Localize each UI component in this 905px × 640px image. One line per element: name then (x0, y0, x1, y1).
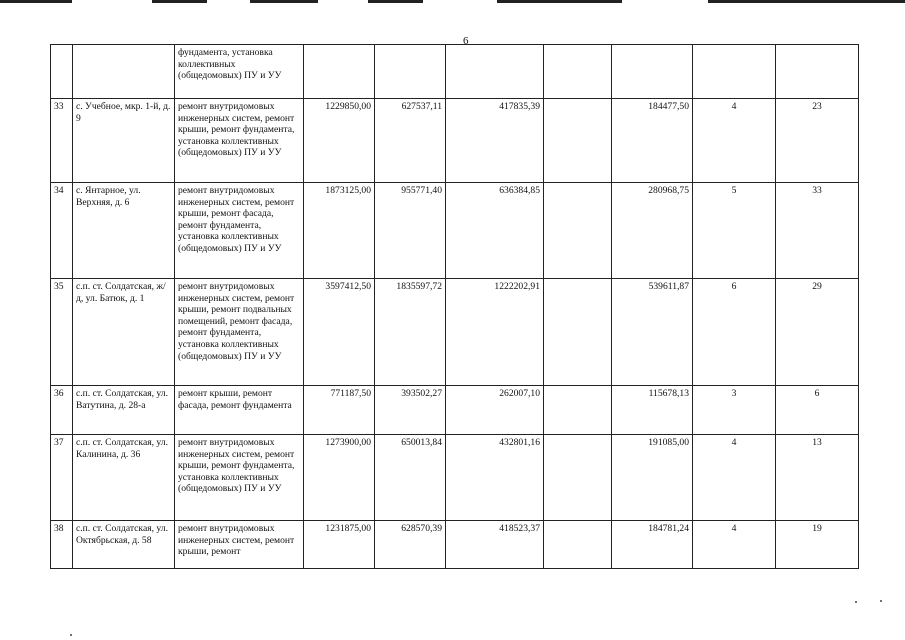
cell-total (304, 45, 375, 99)
cell-works: ремонт внутридомовых инженерных систем, ремонт крыши, ремонт фундамента, установка коллективных (общедомовых) ПУ и УУ (175, 99, 304, 183)
cell-col7: 115678,13 (612, 386, 693, 435)
cell-col9 (776, 45, 859, 99)
cell-no: 36 (51, 386, 73, 435)
cell-address: с.п. ст. Солдатская, ул. Ватутина, д. 28-а (73, 386, 175, 435)
cell-address (73, 45, 175, 99)
cell-works: ремонт внутридомовых инженерных систем, ремонт крыши, ремонт фасада, ремонт фундамента, установка коллективных (общедомовых) ПУ и УУ (175, 183, 304, 279)
repair-program-table (50, 44, 859, 569)
cell-address: с. Янтарное, ул. Верхняя, д. 6 (73, 183, 175, 279)
cell-col8 (693, 45, 776, 99)
cell-col9: 33 (776, 183, 859, 279)
cell-col6 (544, 279, 612, 386)
cell-no: 37 (51, 435, 73, 521)
scan-speck (855, 601, 857, 603)
cell-no: 33 (51, 99, 73, 183)
cell-col8: 4 (693, 99, 776, 183)
cell-works: ремонт внутридомовых инженерных систем, ремонт крыши, ремонт (175, 521, 304, 569)
cell-col4 (375, 45, 446, 99)
cell-no: 35 (51, 279, 73, 386)
cell-address: с. Учебное, мкр. 1-й, д. 9 (73, 99, 175, 183)
cell-col4: 628570,39 (375, 521, 446, 569)
cell-col5: 417835,39 (446, 99, 544, 183)
cell-col5: 636384,85 (446, 183, 544, 279)
cell-works: фундамента, установка коллективных (общедомовых) ПУ и УУ (175, 45, 304, 99)
cell-col8: 6 (693, 279, 776, 386)
cell-col9: 6 (776, 386, 859, 435)
cell-address: с.п. ст. Солдатская, ул. Калинина, д. 36 (73, 435, 175, 521)
cell-col9: 23 (776, 99, 859, 183)
cell-col4: 393502,27 (375, 386, 446, 435)
cell-col6 (544, 435, 612, 521)
cell-col7: 184477,50 (612, 99, 693, 183)
cell-col5: 262007,10 (446, 386, 544, 435)
cell-col9: 13 (776, 435, 859, 521)
cell-col7: 539611,87 (612, 279, 693, 386)
cell-total: 3597412,50 (304, 279, 375, 386)
top-rule-fragment (497, 0, 622, 3)
top-rule-fragment (708, 0, 905, 3)
cell-col8: 4 (693, 435, 776, 521)
scan-speck (880, 600, 882, 602)
cell-total: 771187,50 (304, 386, 375, 435)
table-row (51, 279, 859, 386)
table-row (51, 386, 859, 435)
cell-total: 1229850,00 (304, 99, 375, 183)
table-row (51, 435, 859, 521)
cell-col6 (544, 45, 612, 99)
cell-col6 (544, 521, 612, 569)
cell-col6 (544, 386, 612, 435)
cell-col7: 191085,00 (612, 435, 693, 521)
table-row (51, 99, 859, 183)
top-rule-fragment (250, 0, 318, 3)
cell-no (51, 45, 73, 99)
cell-col9: 29 (776, 279, 859, 386)
table-row (51, 183, 859, 279)
cell-col4: 955771,40 (375, 183, 446, 279)
cell-total: 1273900,00 (304, 435, 375, 521)
cell-address: с.п. ст. Солдатская, ул. Октябрьская, д. 58 (73, 521, 175, 569)
top-rule-fragment (368, 0, 423, 3)
cell-col5: 1222202,91 (446, 279, 544, 386)
cell-col7: 280968,75 (612, 183, 693, 279)
cell-col7: 184781,24 (612, 521, 693, 569)
page-number: 6 (463, 35, 469, 47)
cell-total: 1231875,00 (304, 521, 375, 569)
cell-col5: 418523,37 (446, 521, 544, 569)
cell-col8: 3 (693, 386, 776, 435)
cell-no: 38 (51, 521, 73, 569)
cell-col5: 432801,16 (446, 435, 544, 521)
cell-no: 34 (51, 183, 73, 279)
cell-col4: 627537,11 (375, 99, 446, 183)
top-rule-fragment (152, 0, 207, 3)
cell-works: ремонт внутридомовых инженерных систем, ремонт крыши, ремонт фундамента, установка коллективных (общедомовых) ПУ и УУ (175, 435, 304, 521)
cell-col8: 5 (693, 183, 776, 279)
cell-col9: 19 (776, 521, 859, 569)
cell-col4: 650013,84 (375, 435, 446, 521)
scan-speck (70, 634, 72, 636)
cell-col7 (612, 45, 693, 99)
top-rule-fragment (0, 0, 72, 3)
cell-address: с.п. ст. Солдатская, ж/д, ул. Батюк, д. 1 (73, 279, 175, 386)
table-row-continued (51, 45, 859, 99)
cell-col6 (544, 183, 612, 279)
cell-col6 (544, 99, 612, 183)
cell-works: ремонт внутридомовых инженерных систем, ремонт крыши, ремонт подвальных помещений, ремонт фасада, ремонт фундамента, установка коллективных (общедомовых) ПУ и УУ (175, 279, 304, 386)
table-row (51, 521, 859, 569)
cell-total: 1873125,00 (304, 183, 375, 279)
cell-col8: 4 (693, 521, 776, 569)
cell-works: ремонт крыши, ремонт фасада, ремонт фундамента (175, 386, 304, 435)
cell-col5 (446, 45, 544, 99)
cell-col4: 1835597,72 (375, 279, 446, 386)
